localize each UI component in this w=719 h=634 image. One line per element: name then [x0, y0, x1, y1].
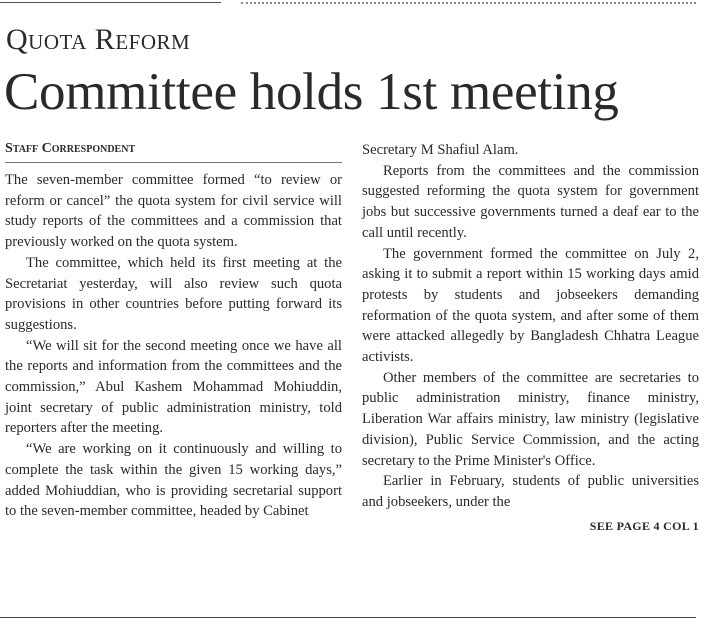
paragraph: “We will sit for the second meeting once we have all the reports and information from the committees and the commission,” Abul Kashem Mohammad Mohiuddin, joint secretary of public administration ministry, told reporters after the meeting. — [5, 337, 342, 437]
paragraph-continuation: Secretary M Shafiul Alam. — [362, 142, 519, 158]
left-column — [5, 140, 342, 522]
top-rule — [0, 2, 221, 3]
paragraph: “We are working on it continuously and willing to complete the task within the given 15 working days,” added Mohiuddian, who is providing secretarial support to the seven-member committee, headed by Cabinet — [5, 441, 342, 520]
right-column — [362, 140, 699, 535]
paragraph: The government formed the committee on July 2, asking it to submit a report within 15 working days amid protests by students and jobseekers demanding reformation of the quota system, and after some of them were attacked allegedly by Bangladesh Chhatra League activists. — [362, 245, 699, 366]
paragraph: Reports from the committees and the commission suggested reforming the quota system for government jobs but successive governments turned a deaf ear to the call until recently. — [362, 162, 699, 241]
jump-line: SEE PAGE 4 COL 1 — [589, 518, 699, 533]
byline-rule — [5, 162, 342, 163]
top-dotted-rule — [241, 2, 696, 4]
paragraph: The committee, which held its first meeting at the Secretariat yesterday, will also review such quota provisions in other countries before putting forward its suggestions. — [5, 254, 342, 333]
byline: Staff Correspondent — [5, 141, 136, 156]
headline: Committee holds 1st meeting — [4, 63, 619, 121]
paragraph: Earlier in February, students of public universities and jobseekers, under the — [362, 473, 699, 510]
kicker: Quota Reform — [6, 23, 191, 56]
paragraph: The seven-member committee formed “to review or reform or cancel” the quota system for civil service will study reports of the committees and a commission that previously worked on the quota system. — [5, 172, 342, 251]
paragraph: Other members of the committee are secretaries to public administration ministry, finance ministry, Liberation War affairs ministry, law ministry (legislative division), Public Service Commission, and the acting secretary to the Prime Minister's Office. — [362, 369, 699, 469]
bottom-rule — [0, 617, 696, 618]
